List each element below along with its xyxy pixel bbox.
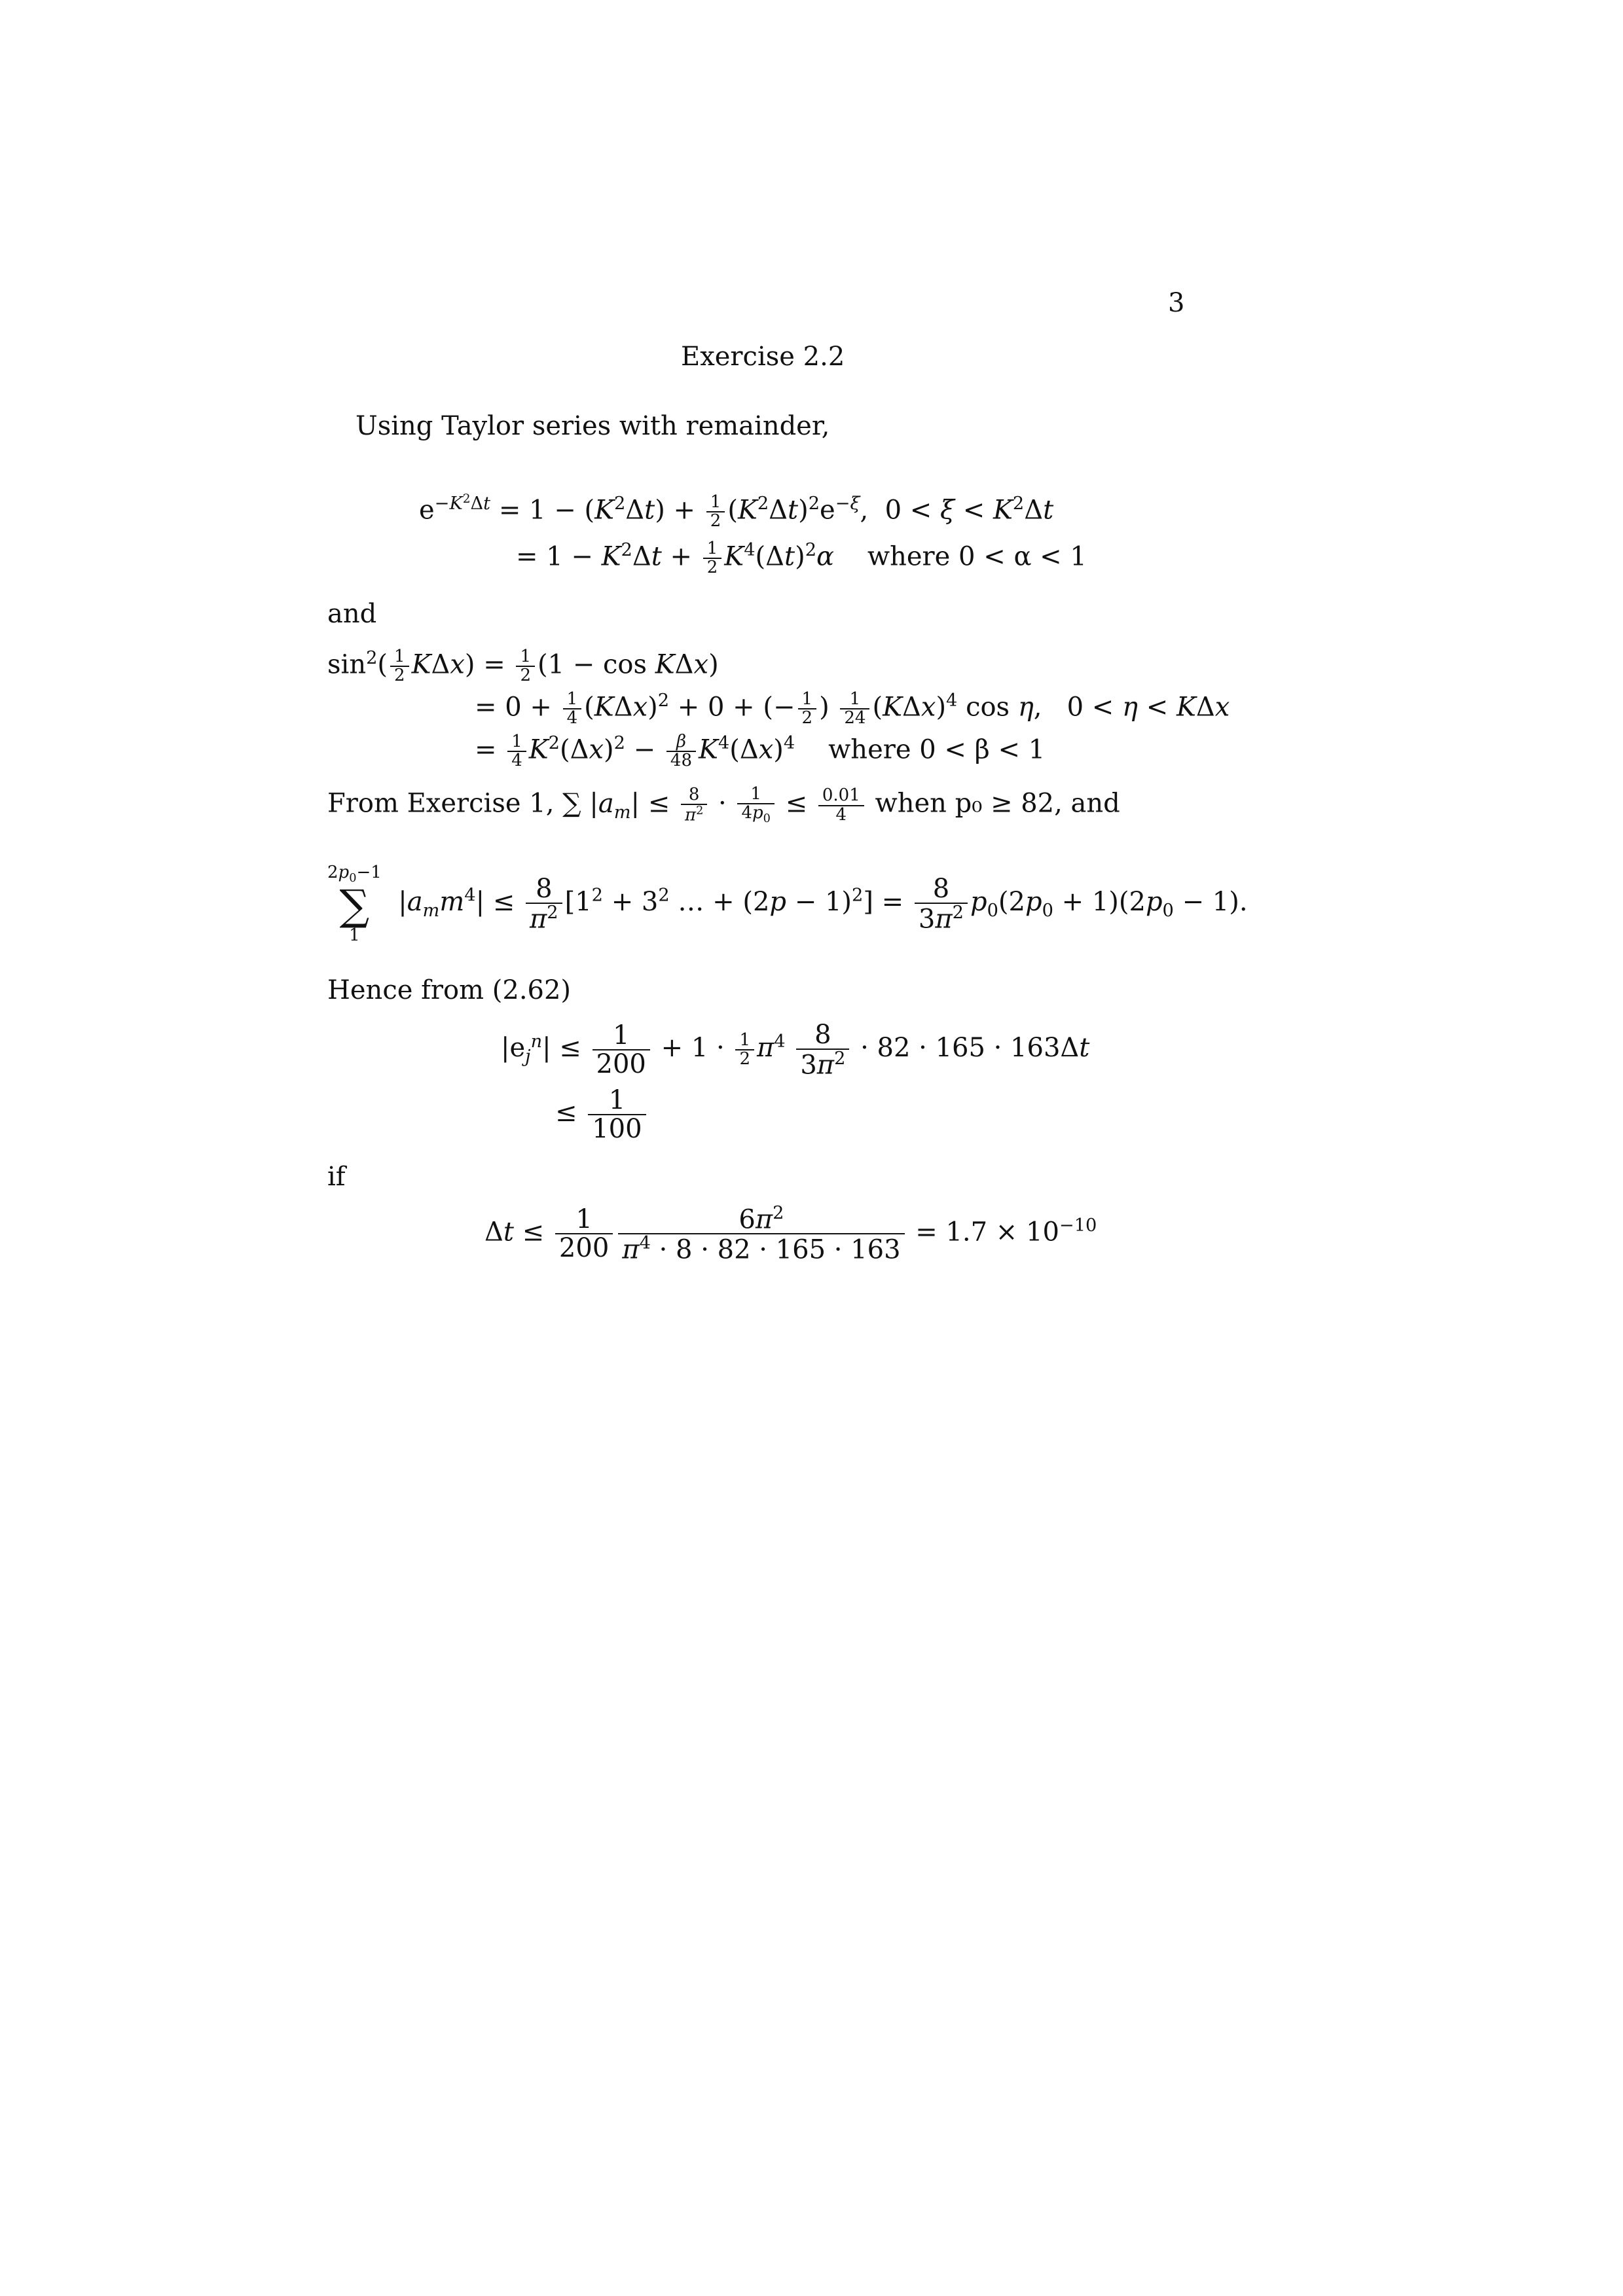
where-alpha: where 0 < α < 1 [867,541,1087,572]
from-exercise-cond: p₀ ≥ 82, and [955,788,1120,819]
equation-sin-line-2: = 0 + $\frac{1}{4}$ $(K\Delta x)^2 + 0$ + (− $\frac{1}{2}$ ) $\frac{1}{24}$ $(K\Delta x)^4$ cos η, 0 < η < KΔx [475,689,1230,728]
section-title: Exercise 2.2 [681,342,845,372]
equation-error-line-1: $|e_j^n|$ ≤ $\frac{1}{200}$ + 1 · $\frac{1}{2}$ $\pi^4$ $\frac{8}{3\pi^2}$ · 82 · 165 · 163Δt [501,1020,1090,1081]
where-beta: where 0 < β < 1 [828,734,1046,765]
equation-exp-line-1: $e^{-K^2\Delta t} = 1 - (K^2\Delta t)$ + $\frac{1}{2}$ $(K^2\Delta t)^2e^{-\xi}$, $0 < \xi < K^2\Delta t$ [419,492,1054,531]
equation-sin-line-3: = $\frac{1}{4}$ $K^2(\Delta x)^2$ − $\frac{\beta}{48}$ $K^4(\Delta x)^4$ where 0 < β < 1 [475,732,1046,771]
from-exercise-line: From Exercise 1, ∑ $|a_m|$ ≤ $\frac{8}{\pi^2}$ · $\frac{1}{4p_0}$ ≤ $\frac{0.01}{4}$ when p₀ ≥ 82, and [327,784,1120,826]
equation-exp-line-2: = $1 - K^2\Delta t$ + $\frac{1}{2}$ $K^4(\Delta t)^2\alpha$ where 0 < α < 1 [516,539,1087,578]
delta-t-result-exponent: −10 [1059,1215,1097,1236]
intro-text: Using Taylor series with remainder, [356,411,830,441]
delta-t-result: = 1.7 × 10 [915,1217,1059,1247]
hence-text: Hence from (2.62) [327,975,572,1005]
equation-sin-line-1: $\sin^2$( $\frac{1}{2}$ KΔx) = $\frac{1}{2}$ (1 − cos KΔx) [327,647,719,686]
equation-delta-t: Δt ≤ $\frac{1}{200}$ $\frac{6\pi^2}{\pi^4 \cdot 8 \cdot 82 \cdot 165 \cdot 163}$ = $1.7 \times 10^{-10}$ [484,1203,1097,1265]
page-number: 3 [1168,288,1185,318]
if-text: if [327,1162,346,1192]
and-text: and [327,599,377,629]
equation-summation: $2p_0-1$ ∑ 1 $|a_mm^4|$ ≤ $\frac{8}{\pi^2}$ [$1^2 + 3^2$ … + $(2p - 1)^2$] = $\frac{8}{3\pi^2}$ $p_0(2p_0 + 1)(2p_0 - 1)$. [327,863,1248,945]
equation-error-line-2: ≤ $\frac{1}{100}$ [555,1086,649,1143]
from-exercise-when: when [875,788,947,819]
from-exercise-prefix: From Exercise 1, [327,788,555,819]
